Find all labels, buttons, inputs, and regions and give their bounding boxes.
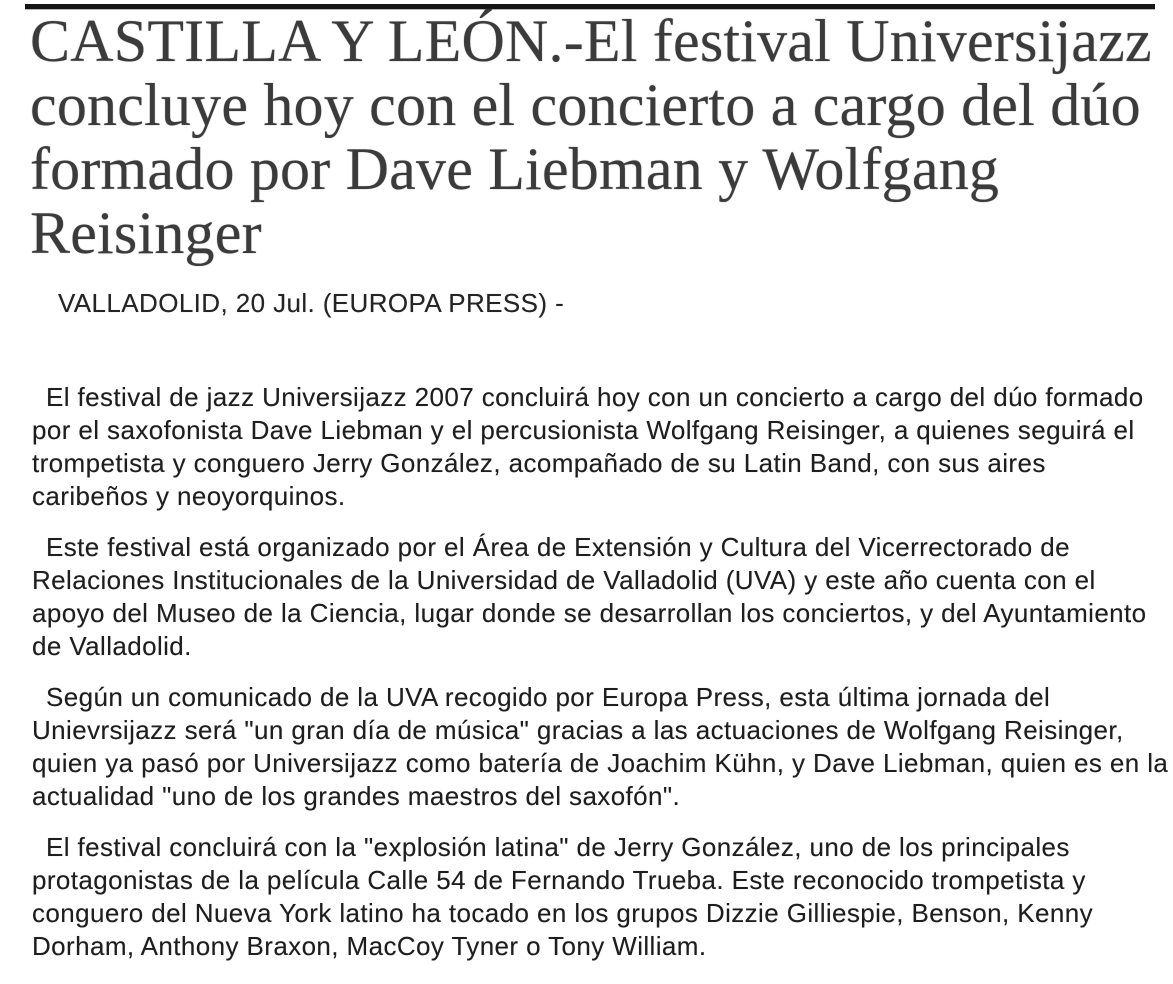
headline-line: CASTILLA Y LEÓN.-El festival Universijazz bbox=[30, 8, 1152, 74]
article-dateline: VALLADOLID, 20 Jul. (EUROPA PRESS) - bbox=[58, 288, 565, 318]
article-paragraph bbox=[32, 681, 1173, 813]
paragraph-line: apoyo del Museo de la Ciencia, lugar donde se desarrollan los conciertos, y del Ayuntamiento bbox=[32, 598, 1147, 628]
paragraph-line: por el saxofonista Dave Liebman y el percusionista Wolfgang Reisinger, a quienes seguirá el bbox=[32, 415, 1135, 445]
article-paragraph bbox=[32, 831, 1173, 963]
headline-line: Reisinger bbox=[30, 200, 262, 266]
paragraph-line: actualidad "uno de los grandes maestros del saxofón". bbox=[32, 781, 681, 811]
paragraph-line: caribeños y neoyorquinos. bbox=[32, 481, 346, 511]
paragraph-line: trompetista y conguero Jerry González, acompañado de su Latin Band, con sus aires bbox=[32, 448, 1046, 478]
paragraph-line: El festival de jazz Universijazz 2007 concluirá hoy con un concierto a cargo del dúo formado bbox=[46, 382, 1144, 412]
headline-line: formado por Dave Liebman y Wolfgang bbox=[30, 136, 1000, 202]
article-paragraph bbox=[32, 381, 1173, 513]
paragraph-line: Este festival está organizado por el Área de Extensión y Cultura del Vicerrectorado de bbox=[46, 532, 1070, 562]
scanned-press-article bbox=[0, 4, 1173, 984]
paragraph-line: conguero del Nueva York latino ha tocado en los grupos Dizzie Gilliespie, Benson, Kenny bbox=[32, 898, 1093, 928]
paragraph-line: El festival concluirá con la "explosión latina" de Jerry González, uno de los principales bbox=[46, 832, 1070, 862]
paragraph-line: de Valladolid. bbox=[32, 631, 192, 661]
paragraph-line: Relaciones Institucionales de la Universidad de Valladolid (UVA) y este año cuenta con el bbox=[32, 565, 1096, 595]
paragraph-line: Dorham, Anthony Braxon, MacCoy Tyner o Tony William. bbox=[32, 931, 707, 961]
paragraph-line: Según un comunicado de la UVA recogido por Europa Press, esta última jornada del bbox=[46, 682, 1051, 712]
paragraph-line: Unievrsijazz será "un gran día de música" gracias a las actuaciones de Wolfgang Reisinger, bbox=[32, 715, 1124, 745]
headline-line: concluye hoy con el concierto a cargo del dúo bbox=[30, 72, 1141, 138]
paragraph-line: protagonistas de la película Calle 54 de Fernando Trueba. Este reconocido trompetista y bbox=[32, 865, 1086, 895]
article-body bbox=[32, 381, 1173, 963]
paragraph-line: quien ya pasó por Universijazz como batería de Joachim Kühn, y Dave Liebman, quien es en la bbox=[32, 748, 1169, 778]
article-paragraph bbox=[32, 531, 1173, 663]
article-headline bbox=[30, 9, 1160, 265]
